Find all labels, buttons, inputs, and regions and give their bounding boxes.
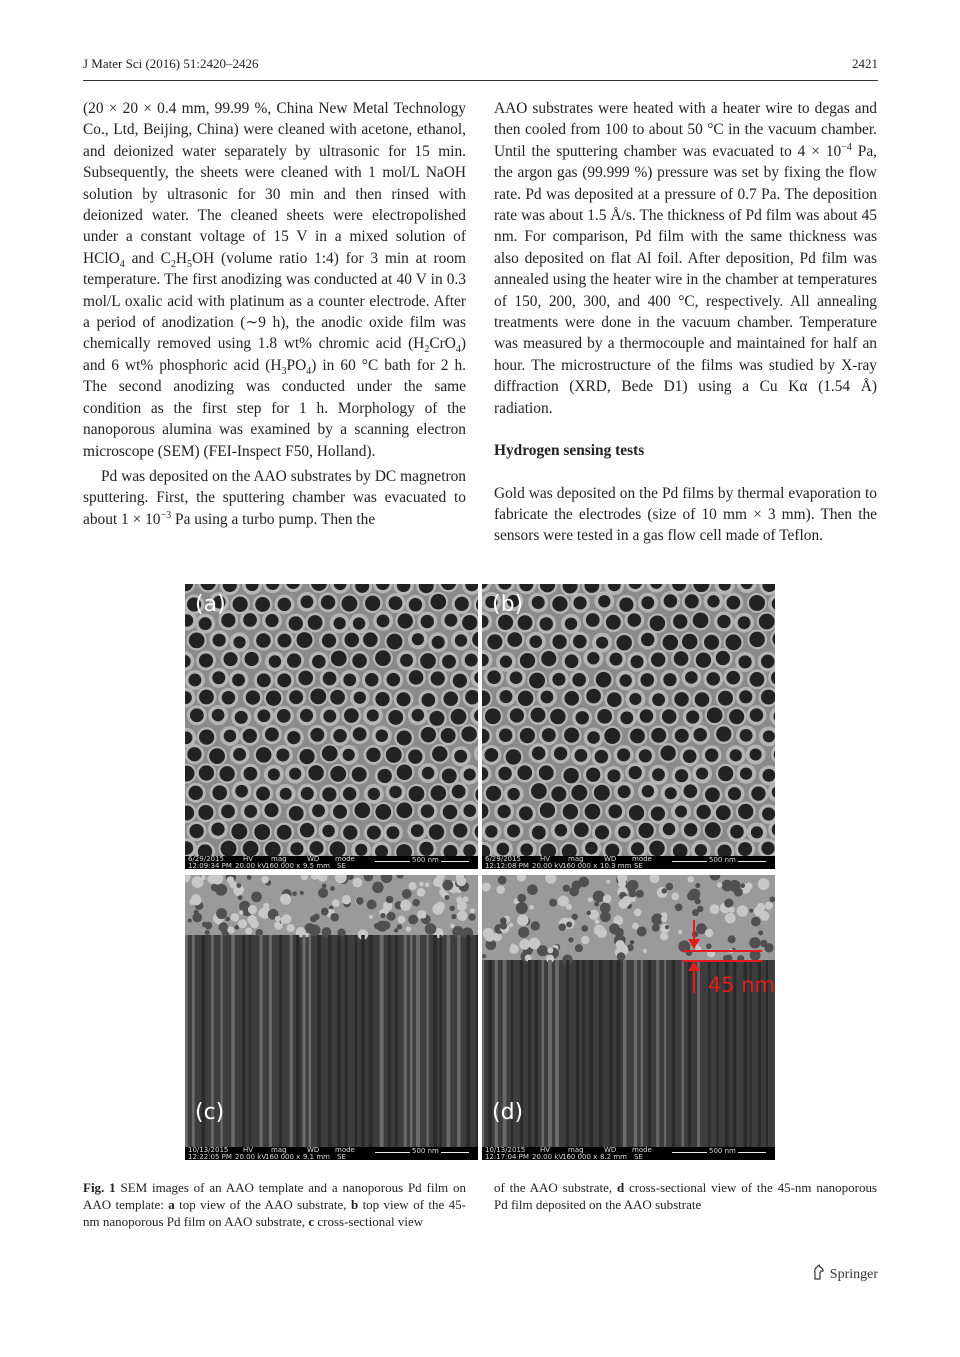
sem-panel-d (482, 875, 775, 1160)
panel-label: (c) (195, 1100, 225, 1125)
metadata-value: 10/13/2015 (485, 1146, 526, 1154)
metadata-value: mag (568, 855, 584, 863)
metadata-value: 160 000 x (562, 1152, 598, 1160)
metadata-value: WD (307, 1146, 320, 1154)
metadata-value: WD (604, 855, 617, 863)
metadata-value: 10/13/2015 (188, 1146, 229, 1154)
sem-image (185, 584, 478, 869)
caption-label: Fig. 1 (83, 1180, 116, 1195)
metadata-value: mag (568, 1146, 584, 1154)
right-paragraph-2: Gold was deposited on the Pd films by thermal evaporation to fabricate the electrodes (size of 10 mm × 3 mm). Then the sensors were tested in a gas flow cell made of Teflon. (494, 484, 877, 545)
metadata-value: SE (634, 861, 643, 869)
metadata-value: 20.00 kV (532, 1152, 564, 1160)
metadata-value: mode (335, 1146, 355, 1154)
section-heading: Hydrogen sensing tests (494, 442, 645, 460)
metadata-value: 160 000 x (265, 861, 301, 869)
metadata-value: 9.5 mm (303, 861, 330, 869)
sem-metadata-bar (482, 856, 775, 869)
panel-label: (a) (195, 592, 226, 617)
sem-image (185, 875, 478, 1160)
page-number: 2421 (852, 56, 878, 71)
panel-label: (d) (492, 1100, 524, 1125)
metadata-value: SE (337, 1152, 346, 1160)
metadata-value: mag (271, 855, 287, 863)
metadata-value: WD (307, 855, 320, 863)
metadata-value: 12:12:08 PM (485, 861, 529, 869)
figure-caption-left: Fig. 1 SEM images of an AAO template and a nanoporous Pd film on AAO template: a top view of the AAO substrate, b top view of the 45-nm nanoporous Pd film on AAO substrate, c cross-sectional view (83, 1180, 466, 1229)
metadata-value: 6/29/2015 (485, 855, 521, 863)
metadata-value: mag (271, 1146, 287, 1154)
metadata-value: 10.3 mm (600, 861, 632, 869)
sem-image (482, 584, 775, 869)
metadata-value: mode (632, 1146, 652, 1154)
metadata-value: 20.00 kV (235, 1152, 267, 1160)
sem-panel-c (185, 875, 478, 1160)
metadata-value: HV (540, 1146, 551, 1154)
sem-metadata-bar (482, 1147, 775, 1160)
left-paragraph-1: (20 × 20 × 0.4 mm, 99.99 %, China New Metal Technology Co., Ltd, Beijing, China) were cleaned with acetone, ethanol, and deionized water separately by ultrasonic for 15 min. Subsequently, the sheets were cleaned with 1 mol/L NaOH solution by ultrasonic for 30 min and then rinsed with deionized water. The cleaned sheets were electropolished under a constant voltage of 15 V in a mixed solution of HClO$_4$ and $C_2H_5OH$ (volume ratio 1:4) for 3 min at room temperature. The first anodizing was conducted at 40 V in 0.3 mol/L oxalic acid with platinum as a counter electrode. After a period of anodization (∼9 h), the anodic oxide film was chemically removed using 1.8 wt% chromic acid $(H_2CrO_4)$ and 6 wt% phosphoric acid $(H_3PO_4)$ in 60 °C bath for 2 h. The second anodizing was conducted under the same condition as the first step for 1 h. Morphology of the nanoporous alumina was examined by a scanning electron microscope (SEM) (FEI-Inspect F50, Holland). (83, 100, 466, 460)
sem-metadata-bar (185, 856, 478, 869)
metadata-value: 12:09:34 PM (188, 861, 232, 869)
metadata-value: HV (243, 855, 254, 863)
scale-label: 500 nm (412, 856, 439, 864)
scale-label: 500 nm (709, 856, 736, 864)
figure-1 (185, 584, 775, 1160)
metadata-value: 9.1 mm (303, 1152, 330, 1160)
scale-label: 500 nm (412, 1147, 439, 1155)
running-header (83, 54, 878, 81)
metadata-value: 12:17:04 PM (485, 1152, 529, 1160)
right-column (494, 98, 877, 547)
metadata-value: 160 000 x (265, 1152, 301, 1160)
metadata-value: 8.2 mm (600, 1152, 627, 1160)
figure-caption-right: of the AAO substrate, d cross-sectional view of the 45-nm nanoporous Pd film deposited on the AAO substrate (494, 1180, 877, 1212)
metadata-value: 20.00 kV (235, 861, 267, 869)
sem-panel-a (185, 584, 478, 869)
metadata-value: HV (540, 855, 551, 863)
metadata-value: mode (335, 855, 355, 863)
scale-label: 500 nm (709, 1147, 736, 1155)
metadata-value: 6/29/2015 (188, 855, 224, 863)
metadata-value: 20.00 kV (532, 861, 564, 869)
publisher-footer (812, 1264, 878, 1285)
panel-label: (b) (492, 592, 524, 617)
metadata-value: WD (604, 1146, 617, 1154)
left-column (83, 98, 466, 530)
sem-metadata-bar (185, 1147, 478, 1160)
metadata-value: HV (243, 1146, 254, 1154)
publisher-name: Springer (829, 1267, 878, 1282)
sem-panel-b (482, 584, 775, 869)
metadata-value: SE (634, 1152, 643, 1160)
metadata-value: 12:22:05 PM (188, 1152, 232, 1160)
thickness-annotation: 45 nm (707, 973, 775, 997)
journal-citation: J Mater Sci (2016) 51:2420–2426 (83, 56, 259, 71)
metadata-value: mode (632, 855, 652, 863)
sem-image (482, 875, 775, 1160)
metadata-value: 160 000 x (562, 861, 598, 869)
metadata-value: SE (337, 861, 346, 869)
springer-horse-icon (812, 1264, 826, 1285)
right-paragraph-1: AAO substrates were heated with a heater wire to degas and then cooled from 100 to about 50 °C in the vacuum chamber. Until the sputtering chamber was evacuated to $4 \times 10^{-4}$ Pa, the argon gas (99.999 %) pressure was set by fixing the flow rate. Pd was deposited at a pressure of 0.7 Pa. The deposition rate was about 1.5 Å/s. The thickness of Pd film was about 45 nm. For comparison, Pd film with the same thickness was also deposited on flat Al foil. After deposition, Pd film was annealed using the heater wire in the chamber at temperatures of 150, 200, 300, and 400 °C, respectively. All annealing treatments were done in the vacuum chamber. Temperature was measured by a thermocouple and maintained for half an hour. The microstructure of the films was studied by X-ray diffraction (XRD, Bede D1) using a Cu Kα (1.54 Å) radiation. (494, 100, 877, 417)
left-paragraph-2: Pd was deposited on the AAO substrates by DC magnetron sputtering. First, the sputtering chamber was evacuated to about $1 \times 10^{-3}$ Pa using a turbo pump. Then the (83, 467, 466, 528)
